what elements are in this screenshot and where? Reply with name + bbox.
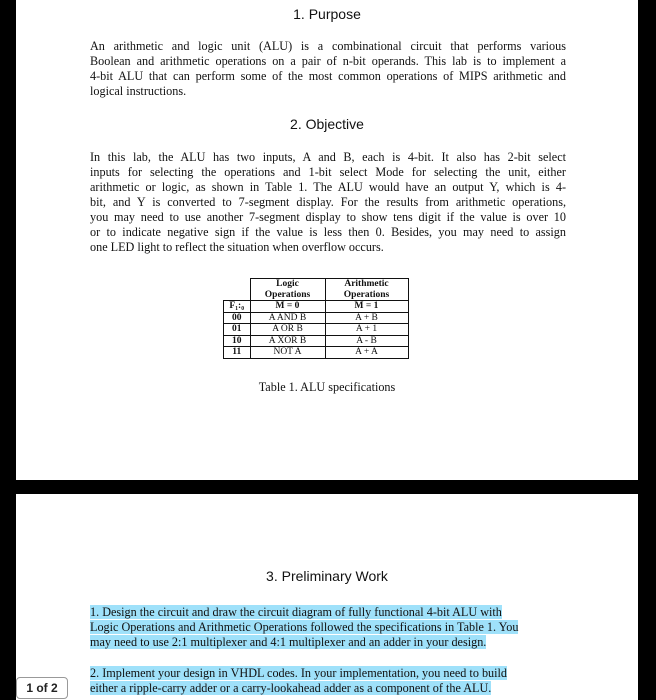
objective-line: arithmetic or logic, as shown in Table 1. The ALU would have an output Y, which is 4- xyxy=(90,180,566,194)
logic-header xyxy=(250,279,325,301)
preliminary-item-2 xyxy=(90,666,566,696)
table-caption: Table 1. ALU specifications xyxy=(258,380,396,394)
highlighted-line: either a ripple-carry adder or a carry-lookahead adder as a component of the ALU. xyxy=(90,681,492,695)
document-page-2 xyxy=(16,494,638,700)
f-cell: 00 xyxy=(224,312,251,324)
purpose-line: Boolean and arithmetic operations on a pair of n-bit operands. This lab is to implement a xyxy=(90,54,566,68)
logic-cell: A AND B xyxy=(250,312,325,324)
objective-line: or to indicate negative sign if the value is less then 0. Besides, you may need to assign xyxy=(90,225,566,239)
purpose-line: logical instructions. xyxy=(90,84,187,98)
arith-header xyxy=(325,279,408,301)
logic-cell: NOT A xyxy=(250,347,325,359)
arith-cell: A - B xyxy=(325,335,408,347)
arith-header-line2: Operations xyxy=(343,289,390,300)
purpose-line: An arithmetic and logic unit (ALU) is a combinational circuit that performs various xyxy=(90,39,566,53)
highlighted-line: Logic Operations and Arithmetic Operations followed the specifications in Table 1. You xyxy=(90,620,519,634)
purpose-paragraph xyxy=(90,39,566,99)
purpose-line: 4-bit ALU that can perform some of the most common operations of MIPS arithmetic and xyxy=(90,69,566,83)
logic-cell: A XOR B xyxy=(250,335,325,347)
f-cell: 10 xyxy=(224,335,251,347)
preliminary-heading: 3. Preliminary Work xyxy=(266,568,388,584)
logic-header-line1: Logic xyxy=(276,279,299,289)
arith-cell: A + A xyxy=(325,347,408,359)
f-cell: 11 xyxy=(224,347,251,359)
f-cell: 01 xyxy=(224,324,251,336)
highlighted-line: may need to use 2:1 multiplexer and 4:1 multiplexer and an adder in your design. xyxy=(90,635,487,649)
table-row xyxy=(224,324,409,336)
objective-paragraph xyxy=(90,150,566,255)
preliminary-item-1 xyxy=(90,605,566,650)
objective-line: In this lab, the ALU has two inputs, A and B, each is 4-bit. It also has 2-bit select xyxy=(90,150,566,164)
f-header: F₁:₀ xyxy=(224,301,251,313)
document-page-1 xyxy=(16,0,638,480)
highlighted-line: 2. Implement your design in VHDL codes. In your implementation, you need to build xyxy=(90,666,508,680)
arith-cell: A + 1 xyxy=(325,324,408,336)
arith-header-line1: Arithmetic xyxy=(344,279,389,289)
objective-line: you may need to use another 7-segment display to show tens digit if the value is over 10 xyxy=(90,210,566,224)
objective-line: one LED light to reflect the situation when overflow occurs. xyxy=(90,240,384,254)
alu-spec-table xyxy=(223,278,409,359)
logic-header-line2: Operations xyxy=(264,289,311,300)
table-row xyxy=(224,347,409,359)
highlighted-line: 1. Design the circuit and draw the circuit diagram of fully functional 4-bit ALU with xyxy=(90,605,502,619)
purpose-heading: 1. Purpose xyxy=(293,6,361,22)
page-indicator: 1 of 2 xyxy=(16,677,68,699)
table-row xyxy=(224,312,409,324)
objective-line: bit, and Y is converted to 7-segment display. For the results from arithmetic operations, xyxy=(90,195,566,209)
objective-line: inputs for selecting the operations and 1-bit select Mode for selecting the unit, either xyxy=(90,165,566,179)
arith-cell: A + B xyxy=(325,312,408,324)
logic-cell: A OR B xyxy=(250,324,325,336)
objective-heading: 2. Objective xyxy=(290,116,364,132)
logic-mode: M = 0 xyxy=(250,301,325,313)
table-row xyxy=(224,335,409,347)
arith-mode: M = 1 xyxy=(325,301,408,313)
